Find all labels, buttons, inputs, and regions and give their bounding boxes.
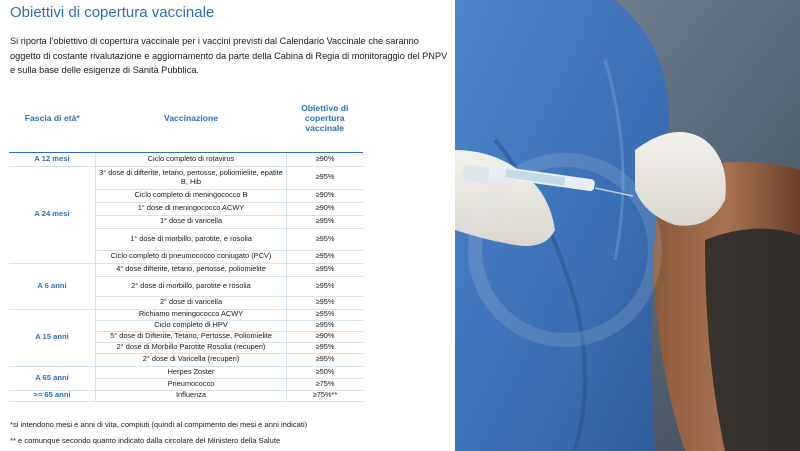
vaccination-cell: 2° dose di varicella <box>96 296 287 309</box>
header-age: Fascia di età* <box>9 85 96 152</box>
vaccination-cell: 1° dose di varicella <box>96 215 287 228</box>
table-header-row <box>9 85 363 152</box>
vaccination-cell: 3° dose di difterite, tetano, pertosse, poliomielite, epatite B, Hib <box>96 166 287 189</box>
age-group-cell: A 65 anni <box>9 366 96 390</box>
vaccination-photo <box>455 0 800 451</box>
goal-cell: ≥95% <box>287 263 364 276</box>
vaccination-cell: 2° dose di Varicella (recuperi) <box>96 353 287 366</box>
table-row <box>9 263 363 276</box>
footnote-ministry: ** e comunque secondo quanto indicato dalla circolare del Ministero della Salute <box>10 436 281 445</box>
goal-cell: ≥95% <box>287 320 364 331</box>
vaccination-illustration <box>455 0 800 451</box>
vaccination-cell: Influenza <box>96 390 287 401</box>
footnote-age: *si intendono mesi e anni di vita, compiuti (quindi al compimento dei mesi e anni indicati) <box>10 420 308 429</box>
header-vaccination: Vaccinazione <box>96 85 287 152</box>
age-group-cell: >= 65 anni <box>9 390 96 401</box>
age-group-cell: A 24 mesi <box>9 166 96 263</box>
goal-cell: ≥95% <box>287 296 364 309</box>
patient-shirt <box>705 229 800 451</box>
goal-cell: ≥90% <box>287 152 364 166</box>
vaccination-cell: Richiamo meningococco ACWY <box>96 309 287 320</box>
goal-cell: ≥90% <box>287 202 364 215</box>
goal-cell: ≥95% <box>287 342 364 353</box>
table-row <box>9 390 363 401</box>
coverage-table <box>9 85 363 402</box>
goal-cell: ≥95% <box>287 250 364 263</box>
table-row <box>9 366 363 378</box>
goal-cell: ≥90% <box>287 189 364 202</box>
goal-cell: ≥95% <box>287 353 364 366</box>
table-row <box>9 152 363 166</box>
goal-cell: ≥90% <box>287 331 364 342</box>
age-group-cell: A 15 anni <box>9 309 96 366</box>
vaccination-cell: 2° dose di Morbillo Parotite Rosolia (recuperi) <box>96 342 287 353</box>
goal-cell: ≥95% <box>287 215 364 228</box>
vaccination-cell: Ciclo completo di rotavirus <box>96 152 287 166</box>
vaccination-cell: Herpes Zoster <box>96 366 287 378</box>
vaccination-cell: Ciclo completo di meningococco B <box>96 189 287 202</box>
vaccination-cell: Pneumococco <box>96 378 287 390</box>
table-row <box>9 309 363 320</box>
vaccination-cell: Ciclo completo di HPV <box>96 320 287 331</box>
goal-cell: ≥95% <box>287 228 364 250</box>
vaccination-cell: 1° dose di meningococco ACWY <box>96 202 287 215</box>
age-group-cell: A 12 mesi <box>9 152 96 166</box>
intro-paragraph: Si riporta l’obiettivo di copertura vaccinale per i vaccini previsti dal Calendario Vaccinale che saranno oggetto di costante rivalutazione e aggiornamento da parte della Cabina di Regia di monitoraggio del PNPV e sulla base delle esigenze di Sanità Pubblica. <box>10 36 448 75</box>
vaccination-cell: Ciclo completo di pneumococco coniugato (PCV) <box>96 250 287 263</box>
age-group-cell: A 6 anni <box>9 263 96 309</box>
page-title: Obiettivi di copertura vaccinale <box>10 4 215 21</box>
table-row <box>9 166 363 189</box>
goal-cell: ≥95% <box>287 276 364 296</box>
header-goal: Obiettivo di copertura vaccinale <box>287 85 364 152</box>
vaccination-cell: 4° dose difterite, tetano, pertosse, poliomielite <box>96 263 287 276</box>
vaccination-cell: 1° dose di morbillo, parotite, e rosolia <box>96 228 287 250</box>
goal-cell: ≥95% <box>287 309 364 320</box>
goal-cell: ≥50% <box>287 366 364 378</box>
goal-cell: ≥95% <box>287 166 364 189</box>
goal-cell: ≥75%** <box>287 390 364 401</box>
goal-cell: ≥75% <box>287 378 364 390</box>
vaccination-cell: 2° dose di morbillo, parotite e rosolia <box>96 276 287 296</box>
vaccination-cell: 5° dose di Difterite, Tetano, Pertosse, Poliomielite <box>96 331 287 342</box>
